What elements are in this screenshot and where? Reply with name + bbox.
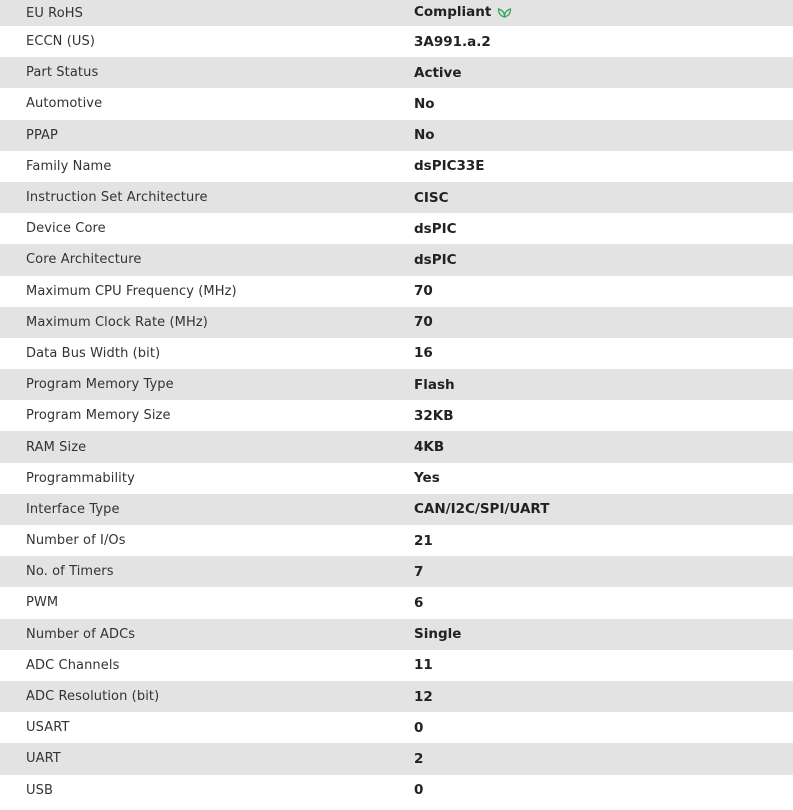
- spec-value: 6: [414, 594, 424, 611]
- spec-value: 70: [414, 283, 433, 300]
- spec-row: [0, 463, 793, 494]
- spec-label: Core Architecture: [0, 244, 414, 275]
- spec-row: [0, 400, 793, 431]
- spec-value: dsPIC33E: [414, 158, 485, 175]
- spec-label: USB: [26, 782, 53, 798]
- spec-value: Yes: [414, 470, 440, 487]
- spec-value: 3A991.a.2: [414, 33, 491, 50]
- spec-label: Automotive: [26, 96, 103, 112]
- spec-label: Maximum CPU Frequency (MHz): [26, 283, 237, 299]
- spec-value: No: [414, 120, 793, 151]
- spec-label: PPAP: [0, 120, 414, 151]
- spec-row: [0, 0, 793, 26]
- spec-label: Program Memory Type: [0, 369, 414, 400]
- spec-row: [0, 151, 793, 182]
- spec-value: 2: [414, 743, 793, 774]
- spec-label: ADC Resolution (bit): [0, 681, 414, 712]
- spec-label: Number of I/Os: [26, 533, 126, 549]
- spec-value: dsPIC: [414, 244, 793, 275]
- spec-value: 32KB: [414, 407, 454, 424]
- spec-row: [0, 587, 793, 618]
- spec-value: 7: [414, 556, 793, 587]
- spec-value: 0: [414, 782, 424, 799]
- spec-label: Program Memory Size: [26, 408, 171, 424]
- spec-row: [0, 120, 793, 151]
- spec-value: [414, 0, 793, 26]
- spec-label: ADC Channels: [26, 657, 120, 673]
- spec-value: 4KB: [414, 431, 793, 462]
- spec-label: Family Name: [26, 158, 112, 174]
- spec-row: [0, 650, 793, 681]
- spec-label: Instruction Set Architecture: [0, 182, 414, 213]
- spec-label: Data Bus Width (bit): [26, 345, 161, 361]
- spec-row: [0, 369, 793, 400]
- spec-row: [0, 556, 793, 587]
- spec-value: No: [414, 95, 435, 112]
- spec-value: dsPIC: [414, 220, 457, 237]
- spec-row: [0, 26, 793, 57]
- spec-value: CISC: [414, 182, 793, 213]
- leaf-icon: [497, 6, 512, 22]
- spec-label: Maximum Clock Rate (MHz): [0, 307, 414, 338]
- spec-label: Part Status: [0, 57, 414, 88]
- spec-label: USART: [26, 720, 70, 736]
- spec-label: Number of ADCs: [0, 619, 414, 650]
- spec-label: Device Core: [26, 221, 106, 237]
- spec-label: RAM Size: [0, 431, 414, 462]
- spec-value: Single: [414, 619, 793, 650]
- spec-row: [0, 244, 793, 275]
- spec-value: 11: [414, 657, 433, 674]
- spec-value: Active: [414, 57, 793, 88]
- spec-row: [0, 182, 793, 213]
- spec-row: [0, 494, 793, 525]
- spec-value-text: Compliant: [414, 4, 492, 20]
- spec-label: Interface Type: [0, 494, 414, 525]
- spec-label: UART: [0, 743, 414, 774]
- spec-value: 12: [414, 681, 793, 712]
- spec-label: No. of Timers: [0, 556, 414, 587]
- spec-row: [0, 57, 793, 88]
- spec-value: 0: [414, 719, 424, 736]
- spec-row: [0, 775, 793, 806]
- spec-label: Programmability: [26, 470, 135, 486]
- spec-value: CAN/I2C/SPI/UART: [414, 494, 793, 525]
- spec-label: PWM: [26, 595, 59, 611]
- spec-row: [0, 307, 793, 338]
- spec-row: [0, 525, 793, 556]
- spec-value: 21: [414, 532, 433, 549]
- spec-row: [0, 681, 793, 712]
- spec-label: EU RoHS: [0, 0, 414, 26]
- spec-row: [0, 619, 793, 650]
- spec-row: [0, 712, 793, 743]
- spec-row: [0, 88, 793, 119]
- spec-value: Flash: [414, 369, 793, 400]
- spec-row: [0, 431, 793, 462]
- spec-label: ECCN (US): [26, 34, 96, 50]
- spec-row: [0, 338, 793, 369]
- spec-row: [0, 276, 793, 307]
- spec-row: [0, 213, 793, 244]
- spec-value: 16: [414, 345, 433, 362]
- spec-value: 70: [414, 307, 793, 338]
- spec-row: [0, 743, 793, 774]
